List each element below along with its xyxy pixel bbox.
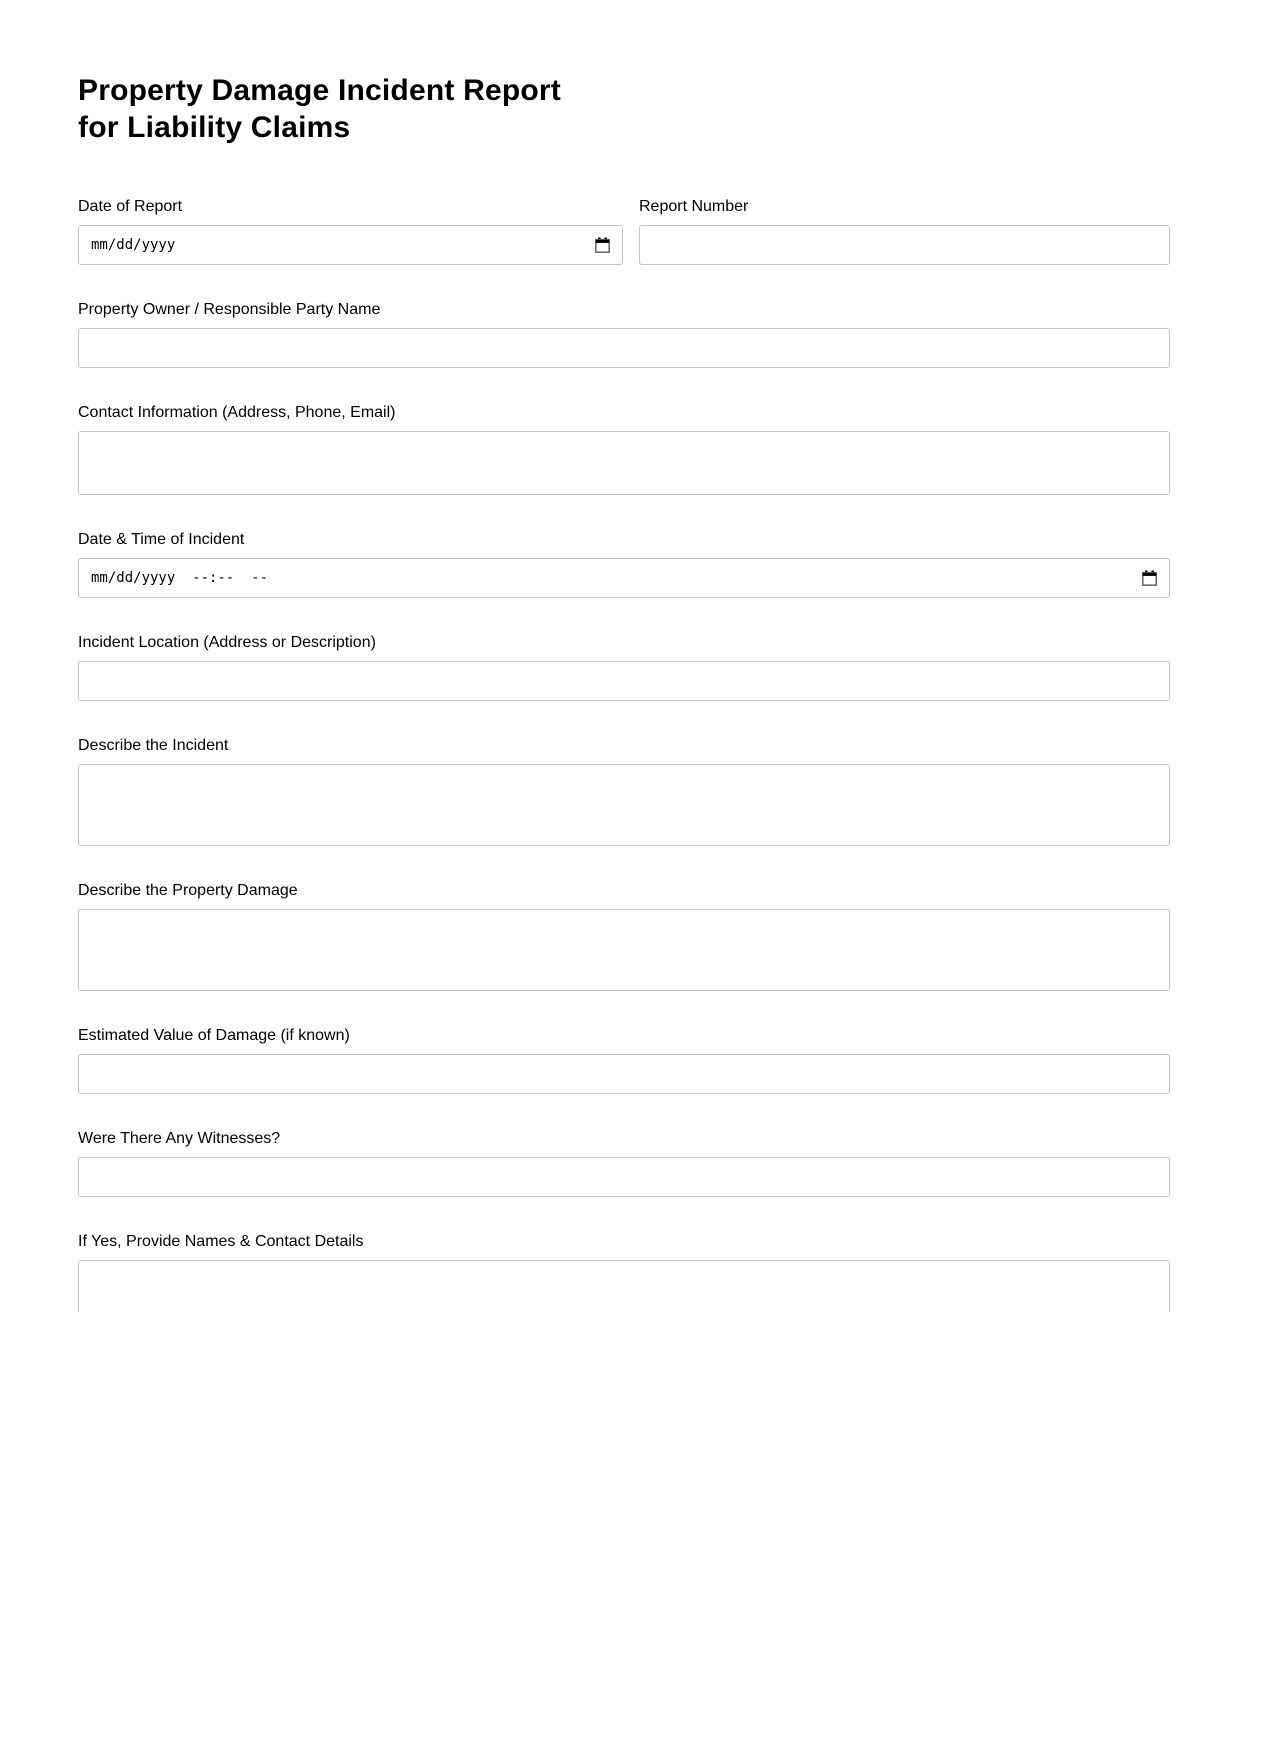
witnesses-label: Were There Any Witnesses? bbox=[78, 1130, 281, 1147]
field-date-of-report bbox=[78, 198, 623, 265]
witnesses-input[interactable] bbox=[78, 1157, 1170, 1197]
contact-info-label: Contact Information (Address, Phone, Email) bbox=[78, 404, 396, 421]
calendar-icon bbox=[594, 237, 611, 254]
field-describe-damage bbox=[78, 882, 1170, 991]
report-number-label: Report Number bbox=[639, 198, 749, 215]
incident-location-label: Incident Location (Address or Description) bbox=[78, 634, 376, 651]
estimated-value-label: Estimated Value of Damage (if known) bbox=[78, 1027, 350, 1044]
page-title bbox=[78, 72, 1170, 146]
date-of-report-label: Date of Report bbox=[78, 198, 183, 215]
report-number-input[interactable] bbox=[639, 225, 1170, 265]
field-contact-info bbox=[78, 404, 1170, 495]
date-of-report-placeholder: mm/dd/yyyy bbox=[91, 237, 176, 253]
field-estimated-value bbox=[78, 1027, 1170, 1094]
field-incident-location bbox=[78, 634, 1170, 701]
page-title-line2: for Liability Claims bbox=[78, 111, 351, 144]
field-witnesses bbox=[78, 1130, 1170, 1197]
owner-name-label: Property Owner / Responsible Party Name bbox=[78, 301, 381, 318]
witness-details-label: If Yes, Provide Names & Contact Details bbox=[78, 1233, 364, 1250]
field-report-number bbox=[639, 198, 1170, 265]
incident-datetime-label: Date & Time of Incident bbox=[78, 531, 245, 548]
owner-name-input[interactable] bbox=[78, 328, 1170, 368]
contact-info-textarea[interactable] bbox=[78, 431, 1170, 495]
report-meta-row bbox=[78, 198, 1170, 265]
calendar-icon[interactable] bbox=[1139, 568, 1159, 588]
describe-incident-label: Describe the Incident bbox=[78, 737, 229, 754]
page-title-line1: Property Damage Incident Report bbox=[78, 74, 561, 107]
describe-damage-textarea[interactable] bbox=[78, 909, 1170, 991]
field-incident-datetime bbox=[78, 531, 1170, 598]
calendar-icon[interactable] bbox=[592, 235, 612, 255]
incident-location-input[interactable] bbox=[78, 661, 1170, 701]
field-witness-details bbox=[78, 1233, 1170, 1312]
describe-incident-textarea[interactable] bbox=[78, 764, 1170, 846]
incident-datetime-placeholder: mm/dd/yyyy --:-- -- bbox=[91, 570, 269, 586]
describe-damage-label: Describe the Property Damage bbox=[78, 882, 298, 899]
estimated-value-input[interactable] bbox=[78, 1054, 1170, 1094]
date-of-report-input[interactable] bbox=[78, 225, 623, 265]
incident-datetime-input[interactable] bbox=[78, 558, 1170, 598]
field-owner-name bbox=[78, 301, 1170, 368]
form-container bbox=[78, 0, 1170, 1312]
calendar-icon bbox=[1141, 570, 1158, 587]
field-describe-incident bbox=[78, 737, 1170, 846]
witness-details-clip bbox=[78, 1260, 1170, 1312]
witness-details-textarea[interactable] bbox=[78, 1260, 1170, 1312]
